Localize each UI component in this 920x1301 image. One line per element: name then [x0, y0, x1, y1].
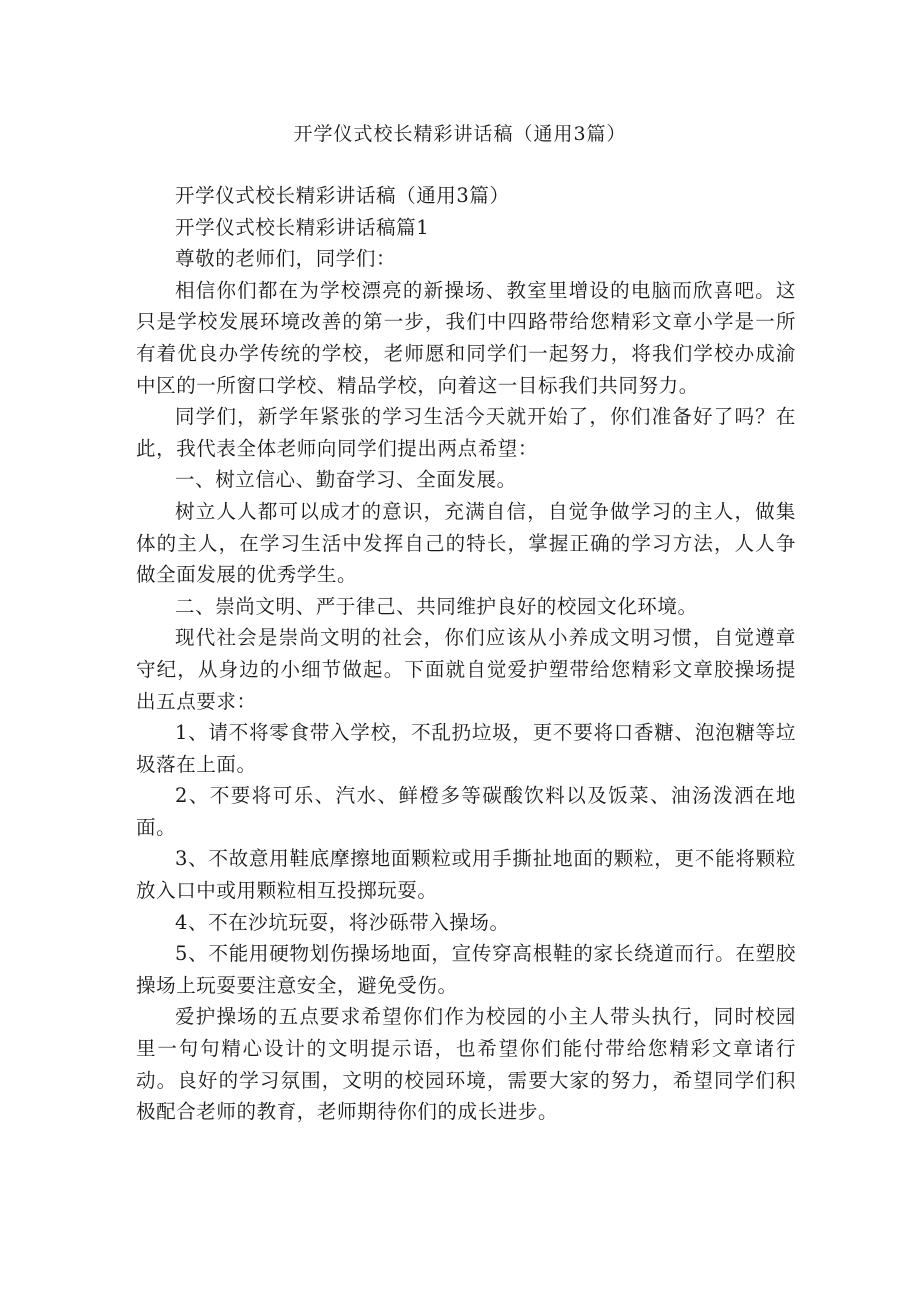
requirement-item-2: 2、不要将可乐、汽水、鲜橙多等碳酸饮料以及饭菜、油汤泼洒在地面。 [136, 784, 796, 839]
requirement-item-1: 1、请不将零食带入学校，不乱扔垃圾，更不要将口香糖、泡泡糖等垃圾落在上面。 [136, 721, 796, 776]
requirement-item-4: 4、不在沙坑玩耍，将沙砾带入操场。 [175, 910, 510, 934]
point-heading-2: 二、崇尚文明、严于律己、共同维护良好的校园文化环境。 [175, 594, 698, 618]
document-body [136, 180, 796, 1128]
body-paragraph: 相信你们都在为学校漂亮的新操场、教室里增设的电脑而欣喜吧。这只是学校发展环境改善的第一步，我们中四路带给您精彩文章小学是一所有着优良办学传统的学校，老师愿和同学们一起努力，将我们学校办成渝中区的一所窗口学校、精品学校，向着这一目标我们共同努力。 [136, 278, 796, 397]
section-heading: 开学仪式校长精彩讲话稿篇1 [175, 215, 430, 239]
requirement-item-5: 5、不能用硬物划伤操场地面，宣传穿高根鞋的家长绕道而行。在塑胶操场上玩耍要注意安全，避免受伤。 [136, 942, 796, 997]
body-paragraph: 同学们，新学年紧张的学习生活今天就开始了，你们准备好了吗？在此，我代表全体老师向同学们提出两点希望： [136, 405, 796, 460]
requirement-item-3: 3、不故意用鞋底摩擦地面颗粒或用手撕扯地面的颗粒，更不能将颗粒放入口中或用颗粒相互投掷玩耍。 [136, 847, 796, 903]
document-title: 开学仪式校长精彩讲话稿（通用3篇） [293, 123, 627, 145]
closing-paragraph: 爱护操场的五点要求希望你们作为校园的小主人带头执行，同时校园里一句句精心设计的文明提示语，也希望你们能付带给您精彩文章诸行动。良好的学习氛围，文明的校园环境，需要大家的努力，希望同学们积极配合老师的教育，老师期待你们的成长进步。 [136, 1005, 796, 1124]
body-paragraph: 现代社会是崇尚文明的社会，你们应该从小养成文明习惯，自觉遵章守纪，从身边的小细节做起。下面就自觉爱护塑带给您精彩文章胶操场提出五点要求： [136, 626, 796, 713]
subtitle-paragraph: 开学仪式校长精彩讲话稿（通用3篇） [175, 184, 510, 207]
salutation: 尊敬的老师们，同学们： [175, 247, 397, 271]
point-heading-1: 一、树立信心、勤奋学习、全面发展。 [175, 468, 517, 492]
body-paragraph: 树立人人都可以成才的意识，充满自信，自觉争做学习的主人，做集体的主人，在学习生活中发挥自己的特长，掌握正确的学习方法，人人争做全面发展的优秀学生。 [136, 499, 796, 587]
